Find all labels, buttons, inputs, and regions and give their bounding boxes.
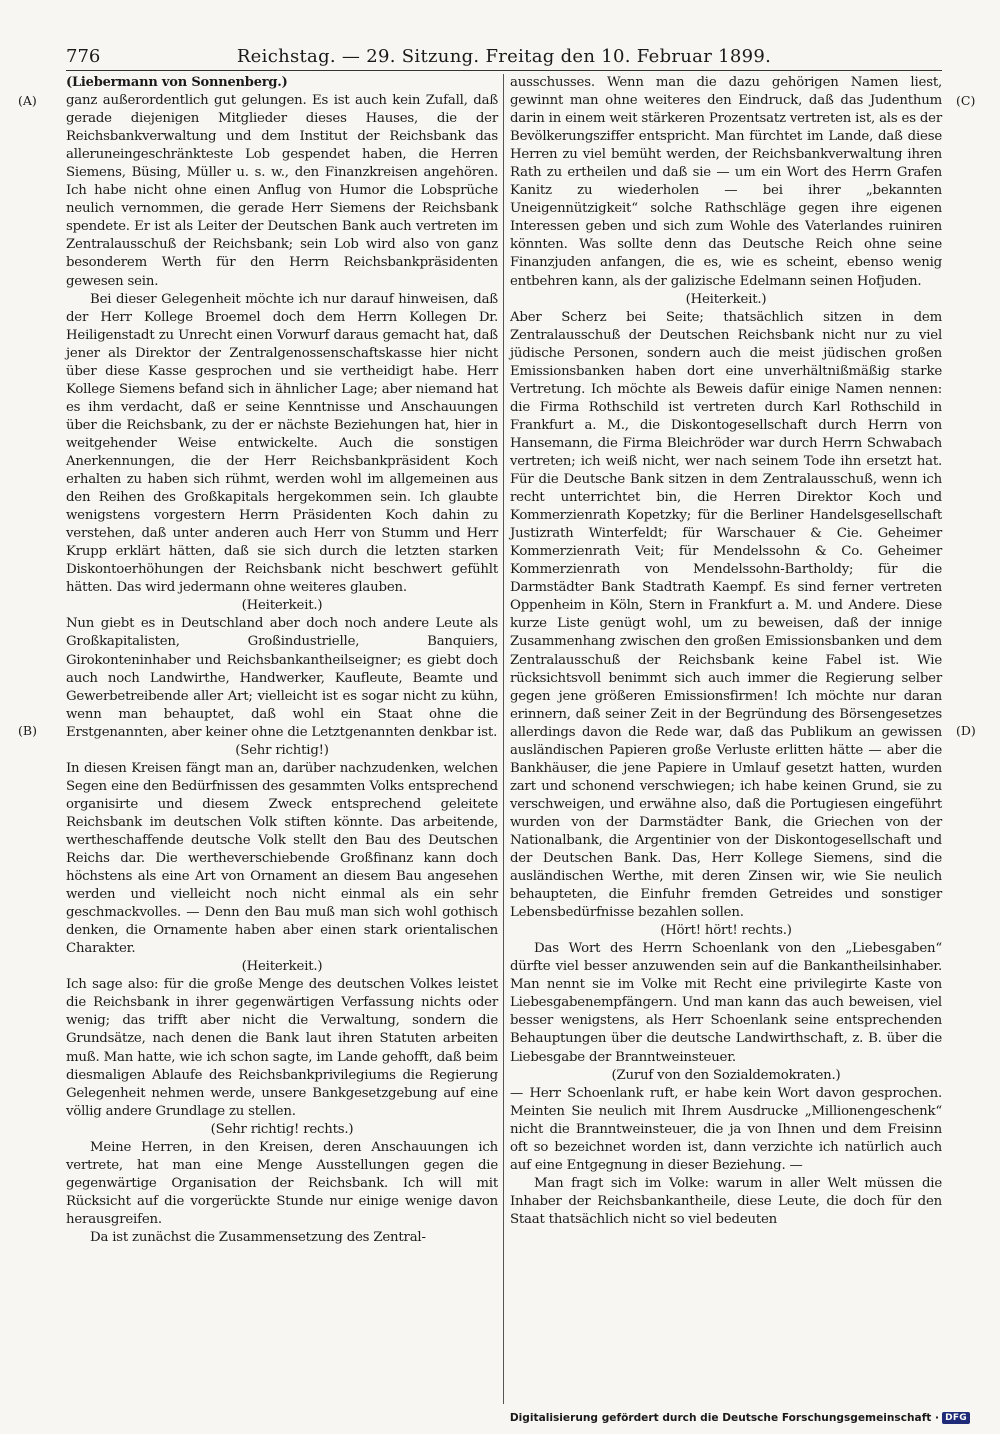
paragraph: In diesen Kreisen fängt man an, darüber nachzudenken, welchen Segen eine den Bedürfnissen des gesammten Volks entsprechend organisirte und diesem Zweck entsprechend geleitete Reichsbank im deutschen Volk stiften könnte. Das arbeitende, wertheschaffende deutsche Volk stellt den Bau des Deutschen Reichs dar. Die wertheverschiebende Großfinanz kann doch höchstens als eine Art von Ornament an diesem Bau angesehen werden und vielleicht noch nicht einmal als ein sehr geschmackvolles. — Denn den Bau muß man sich wohl gothisch denken, die Ornamente haben aber einen stark orientalischen Charakter. [66,760,498,957]
interjection: (Heiterkeit.) [241,598,323,614]
left-column [66,74,498,1247]
digitization-credit [510,1412,970,1424]
paragraph: ganz außerordentlich gut gelungen. Es ist auch kein Zufall, daß gerade diejenigen Mitglieder dieses Hauses, die der Reichsbankverwaltung und dem Institut der Reichsbank das alleruneingeschränkteste Lob gespendet haben, die Herren Siemens, Büsing, Müller u. s. w., den Finanzkreisen angehören. Ich habe nicht ohne einen Anflug von Humor die Lobsprüche neulich vernommen, die gerade Herr Siemens der Reichsbank spendete. Er ist als Leiter der Deutschen Bank auch vertreten im Zentralausschuß der Reichsbank; sein Lob wird also von ganz besonderem Werth für den Herrn Reichsbankpräsidenten gewesen sein. [66,93,498,289]
margin-mark-c: (C) [956,93,976,108]
interjection: (Sehr richtig!) [235,742,329,758]
paragraph: Nun giebt es in Deutschland aber doch noch andere Leute als Großkapitalisten, Großindustrielle, Banquiers, Girokonteninhaber und Reichsbankantheilseigner; es giebt doch auch noch Landwirthe, Handwerker, Kaufleute, Beamte und Gewerbetreibende aller Art; vielleicht ist es sogar nicht zu kühn, wenn man behauptet, daß wohl ein Staat ohne die Erstgenannten, aber keiner ohne die Letztgenannten denkbar ist. [66,616,498,740]
paragraph: Da ist zunächst die Zusammensetzung des Zentral- [90,1230,426,1245]
interjection: (Heiterkeit.) [241,959,323,975]
interjection: (Zuruf von den Sozialdemokraten.) [611,1067,841,1083]
speaker-label: (Liebermann von Sonnenberg.) [66,75,288,90]
margin-mark-a: (A) [18,93,37,108]
page-header [66,44,942,71]
paragraph: Das Wort des Herrn Schoenlank von den „Liebesgaben“ dürfte viel besser anzuwenden sein auf die Bankantheilsinhaber. Man nennt sie im Volke mit Recht eine privilegirte Kaste von Liebesgabenempfängern. Und man kann das auch beweisen, viel besser wenigstens, als Herr Schoenlank seine entsprechenden Behauptungen über die deutsche Landwirthschaft, z. B. über die Liebesgabe der Branntweinsteuer. [510,941,942,1065]
paragraph: Ich sage also: für die große Menge des deutschen Volkes leistet die Reichsbank in ihrer gegenwärtigen Verfassung nichts oder wenig; das trifft aber nicht die Verwaltung, sondern die Grundsätze, nach denen die Bank laut ihren Statuten arbeiten muß. Man hatte, wie ich schon sagte, im Lande gehofft, daß beim diesmaligen Ablaufe des Reichsbankprivilegiums die Regierung Gelegenheit nehmen werde, unsere Bankgesetzgebung auf eine völlig andere Grundlage zu stellen. [66,977,498,1119]
running-head: Reichstag. — 29. Sitzung. Freitag den 10. Februar 1899. [236,46,772,67]
paragraph: — Herr Schoenlank ruft, er habe kein Wort davon gesprochen. Meinten Sie neulich mit Ihrem Ausdrucke „Millionengeschenk“ nicht die Branntweinsteuer, die ja von Ihnen und dem Freisinn oft so bezeichnet worden ist, dann verzichte ich natürlich auch auf eine Entgegnung in dieser Beziehung. — [510,1085,942,1173]
paragraph: Meine Herren, in den Kreisen, deren Anschauungen ich vertrete, hat man eine Menge Ausstellungen gegen die gegenwärtige Organisation der Reichsbank. Ich will mit Rücksicht auf die vorgerückte Stunde nur einige wenige davon herausgreifen. [66,1139,498,1227]
interjection: (Hört! hört! rechts.) [660,923,792,939]
dfg-logo: DFG [942,1412,970,1424]
paragraph: Man fragt sich im Volke: warum in aller Welt müssen die Inhaber der Reichsbankantheile, diese Leute, die doch für den Staat thatsächlich nicht so viel bedeuten [510,1175,942,1227]
paragraph: Aber Scherz bei Seite; thatsächlich sitzen in dem Zentralausschuß der Deutschen Reichsbank nicht nur zu viel jüdische Personen, sondern auch die meist jüdischen großen Emissionsbanken haben dort eine unverhältnißmäßig starke Vertretung. Ich möchte als Beweis dafür einige Namen nennen: die Firma Rothschild ist vertreten durch Karl Rothschild in Frankfurt a. M., die Diskontogesellschaft durch Herrn von Hansemann, die Firma Bleichröder war durch Herrn Schwabach vertreten; ich weiß nicht, wer nach seinem Tode ihn ersetzt hat. Für die Deutsche Bank sitzen in dem Zentralausschuß, wenn ich recht unterrichtet bin, die Herren Direktor Koch und Kommerzienrath Kopetzky; für die Berliner Handelsgesellschaft Justizrath Winterfeldt; für Warschauer & Cie. Geheimer Kommerzienrath Veit; für Mendelssohn & Co. Geheimer Kommerzienrath von Mendelssohn-Bartholdy; für die Darmstädter Bank Stadtrath Kaempf. Es sind ferner vertreten Oppenheim in Köln, Stern in Frankfurt a. M. und Andere. Diese kurze Liste genügt wohl, um zu beweisen, daß der innige Zusammenhang zwischen den großen Emissionsbanken und dem Zentralausschuß der Reichsbank keine Fabel ist. Wie rücksichtsvoll benimmt sich auch immer die Regierung selber gegen jene größeren Emissionsfirmen! Ich möchte nur daran erinnern, daß seiner Zeit in der Begründung des Börsengesetzes allerdings davon die Rede war, daß das Publikum an gewissen ausländischen Papieren große Verluste erlitten hätte — aber die Bankhäuser, die jene Papiere in Umlauf gesetzt hatten, wurden zart und schonend verschwiegen; ich habe keinen Grund, sie zu verschweigen, und erwähne also, daß die Portugiesen eingeführt wurden von der Darmstädter Bank, die Griechen von der Nationalbank, die Argentinier von der Diskontogesellschaft und der Deutschen Bank. Das, Herr Kollege Siemens, sind die ausländischen Werthe, mit deren Zinsen wir, wie Sie neulich behaupteten, die Einfuhr fremden Getreides und sonstiger Lebensbedürfnisse bezahlen sollen. [510,309,942,921]
paragraph: Bei dieser Gelegenheit möchte ich nur darauf hinweisen, daß der Herr Kollege Broemel doch dem Herrn Kollegen Dr. Heiligenstadt zu Unrecht einen Vorwurf daraus gemacht hat, daß jener als Direktor der Zentralgenossenschaftskasse hier nicht über diese Kasse gesprochen und sie vertheidigt habe. Herr Kollege Siemens befand sich in ähnlicher Lage; aber niemand hat es ihm verdacht, daß er seine Kenntnisse und Anschauungen über die Reichsbank, zu der er nächste Beziehungen hat, hier in weitgehender Weise entwickelte. Auch die sonstigen Anerkennungen, die der Herr Reichsbankpräsident Koch erhalten zu haben sich rühmt, werden wohl im allgemeinen aus den Reihen des Großkapitals hergekommen sein. Ich glaubte wenigstens vorgestern Herrn Präsidenten Koch dahin zu verstehen, daß unter anderen auch Herr von Stumm und Herr Krupp erklärt hätten, daß sie sich durch die letzten starken Diskontoerhöhungen der Reichsbank nicht beschwert gefühlt hätten. Das wird jedermann ohne weiteres glauben. [66,291,498,596]
paragraph: ausschusses. Wenn man die dazu gehörigen Namen liest, gewinnt man ohne weiteres den Eindruck, daß das Judenthum darin in einem weit stärkeren Prozentsatz vertreten ist, als es der Bevölkerungsziffer entspricht. Man fürchtet im Lande, daß diese Herren zu viel bemüht werden, der Reichsbankverwaltung ihren Rath zu ertheilen und daß sie — um ein Wort des Herrn Grafen Kanitz zu wiederholen — bei ihrer „bekannten Uneigennützigkeit“ solche Rathschläge gegen ihre eigenen Interessen geben und sich zum Wohle des Vaterlandes ruiniren könnten. Was sollte denn das Deutsche Reich ohne seine Finanzjuden anfangen, die es, wie es scheint, ebenso wenig entbehren kann, als der galizische Edelmann seinen Hofjuden. [510,75,942,289]
credit-text: Digitalisierung gefördert durch die Deutsche Forschungsgemeinschaft · [509,1412,940,1424]
right-column [510,74,942,1229]
interjection: (Heiterkeit.) [685,291,767,307]
margin-mark-d: (D) [956,723,976,738]
interjection: (Sehr richtig! rechts.) [210,1121,354,1137]
page-number: 776 [66,46,101,67]
margin-mark-b: (B) [18,723,37,738]
column-divider [503,74,504,1404]
